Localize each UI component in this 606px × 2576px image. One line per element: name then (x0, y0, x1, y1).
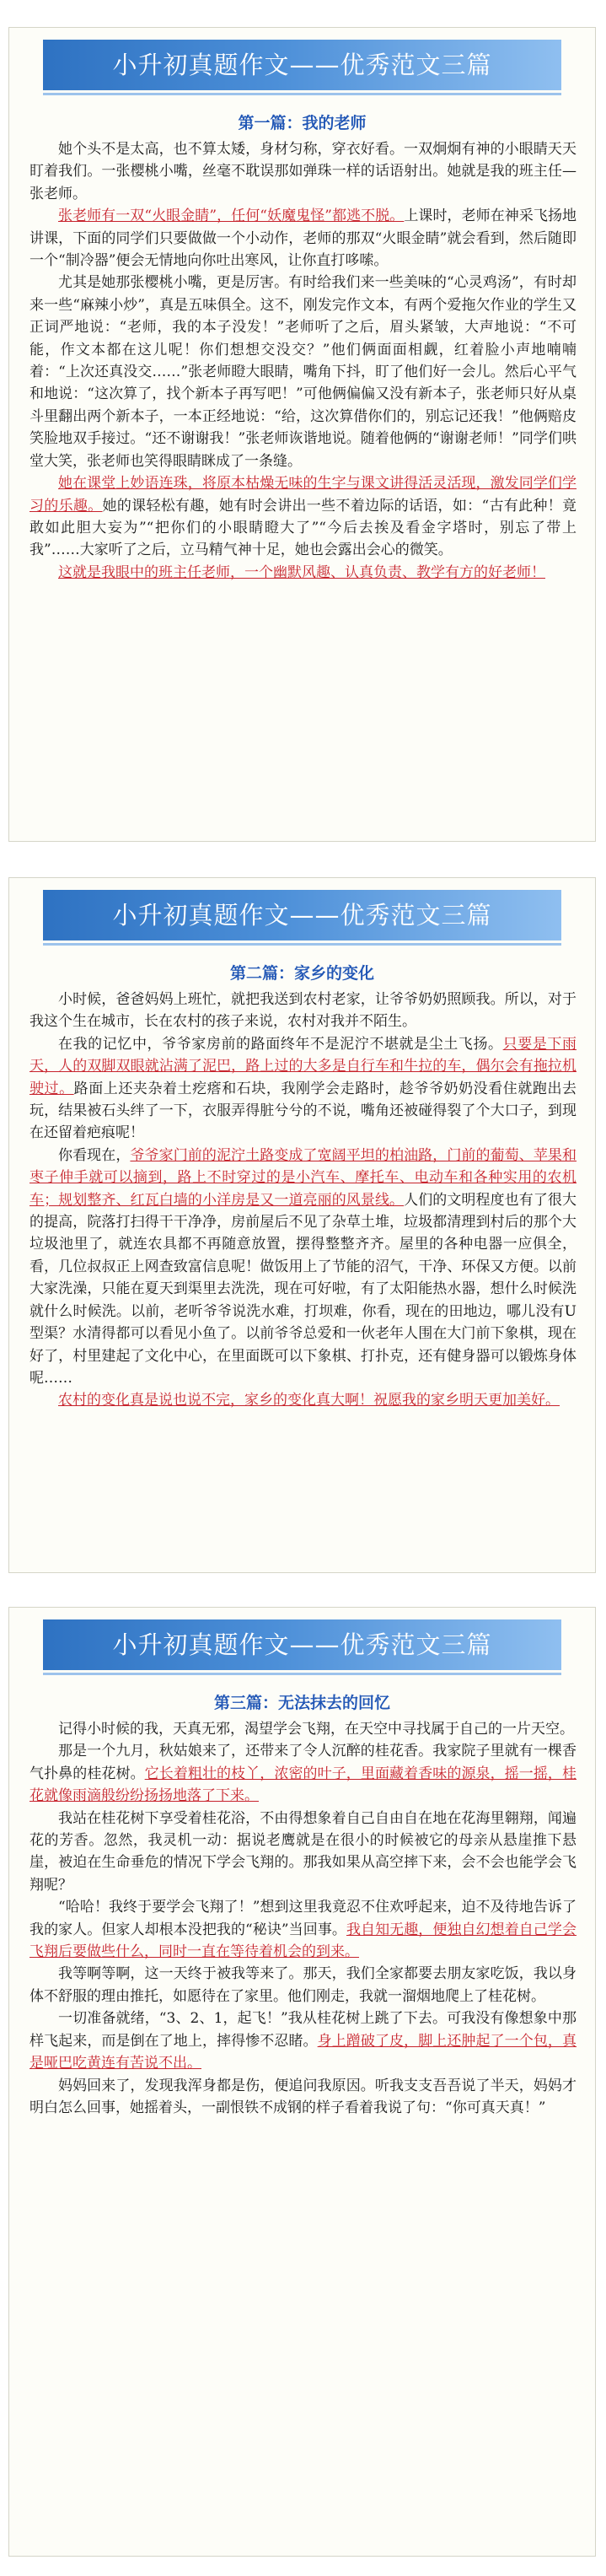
essay-paragraph (29, 1963, 577, 2007)
header-banner-2: 小升初真题作文——优秀范文三篇 (43, 890, 561, 940)
essay-paragraph (29, 138, 577, 205)
highlighted-sentence: 农村的变化真是说也说不完，家乡的变化真大啊！祝愿我的家乡明天更加美好。 (58, 1392, 560, 1409)
paragraph-text: 妈妈回来了，发现我浑身都是伤，便追问我原因。听我支支吾吾说了半天，妈妈才明白怎么回事，她摇着头，一副恨铁不成钢的样子看着我说了句：“你可真天真！” (29, 2077, 577, 2116)
essay-paragraph (29, 2075, 577, 2120)
essay-paragraph (29, 1896, 577, 1963)
paragraph-text: 记得小时候的我，天真无邪，渴望学会飞翔，在天空中寻找属于自己的一片天空。 (58, 1721, 574, 1738)
paragraph-text: 路面上还夹杂着土疙瘩和石块，我刚学会走路时，趁爷爷奶奶没看住就跑出去玩，结果被石头绊了一下，衣服弄得脏兮兮的不说，嘴角还被碰得裂了个大口子，到现在还留着疤痕呢！ (29, 1080, 577, 1142)
essay-card-3 (8, 1607, 596, 2557)
paragraph-text: 那是一个九月，秋姑娘来了，还带来了令人沉醉的桂花香。我家院子里就有一棵香气扑鼻的桂花树。 (29, 1743, 577, 1782)
paragraph-text: “哈哈！我终于要学会飞翔了！”想到这里我竟忍不住欢呼起来，迫不及待地告诉了我的家人。但家人却根本没把我的“秘诀”当回事。 (29, 1899, 577, 1938)
paragraph-text: 她的课轻松有趣，她有时会讲出一些不着边际的话语，如：“古有此种！竟敢如此胆大妄为”“把你们的小眼睛瞪大了”“今后去挨及看金字塔时，别忘了带上我”……大家听了之后，立马精气神十足，她也会露出会心的微笑。 (29, 497, 577, 559)
highlighted-sentence: 只要是下雨天，人的双脚双眼就沾满了泥巴，路上过的大多是自行车和牛拉的车，偶尔会有拖拉机驶过。 (29, 1035, 577, 1097)
paragraph-text: 上课时，老师在神采飞扬地讲课，下面的同学们只要做做一个小动作，老师的那双“火眼金睛”就会看到，然后随即一个“制冷器”便会无情地向你吐出寒风，让你直打哆嗦。 (29, 207, 577, 270)
paragraph-text: 一切准备就绪，“3、2、1，起飞！”我从桂花树上跳了下去。可我没有像想象中那样飞起来，而是倒在了地上，摔得惨不忍睹。 (29, 2010, 577, 2050)
essay-2-body (9, 989, 595, 1412)
essay-paragraph (29, 205, 577, 272)
essay-2-title: 第二篇：家乡的变化 (229, 964, 374, 983)
highlighted-sentence: 我自知无趣，便独自幻想着自己学会飞翔后要做些什么，同时一直在等待着机会的到来。 (29, 1921, 577, 1961)
essay-paragraph (29, 989, 577, 1033)
header-banner-3: 小升初真题作文——优秀范文三篇 (43, 1619, 561, 1670)
highlighted-sentence: 身上蹭破了皮，脚上还肿起了一个包，真是哑巴吃黄连有苦说不出。 (29, 2032, 577, 2072)
paragraph-text: 尤其是她那张樱桃小嘴，更是厉害。有时给我们来一些美味的“心灵鸡汤”，有时却来一些“麻辣小炒”，真是五味俱全。这不，刚发完作文本，有两个爱拖欠作业的学生又正词严地说：“老师，我的本子没发！”老师听了之后，眉头紧皱，大声地说：“不可能，作文本都在这儿呢！你们想想交没交？”他们俩面面相觑，红着脸小声地喃喃着：“上次还真没交……”张老师瞪大眼睛，嘴角下抖，盯了他们好一会儿。然后心平气和地说：“这次算了，找个新本子再写吧！”可他俩偏偏又没有新本子，张老师只好从桌斗里翻出两个新本子，一本正经地说：“给，这次算借你们的，别忘记还我！”他俩赔皮笑脸地双手接过。“还不谢谢我！”张老师诙谐地说。随着他俩的“谢谢老师！”同学们哄堂大笑，张老师也笑得眼睛眯成了一条缝。 (29, 274, 577, 470)
highlighted-sentence: 张老师有一双“火眼金睛”，任何“妖魔鬼怪”都逃不脱。 (58, 207, 405, 225)
essay-1-body (9, 138, 595, 584)
essay-3-body (9, 1718, 595, 2119)
essay-1-title: 第一篇：我的老师 (238, 114, 367, 132)
paragraph-text: 我站在桂花树下享受着桂花浴，不由得想象着自己自由自在地在花海里翱翔，闻遍花的芳香。忽然，我灵机一动：据说老鹰就是在很小的时候被它的母亲从悬崖推下悬崖，被迫在生命垂危的情况下学会飞翔的。那我如果从高空摔下来，会不会也能学会飞翔呢？ (29, 1809, 577, 1894)
essay-paragraph (29, 1808, 577, 1897)
essay-paragraph (29, 1718, 577, 1740)
highlighted-sentence: 爷爷家门前的泥泞土路变成了宽阔平坦的柏油路，门前的葡萄、苹果和枣子伸手就可以摘到，路上不时穿过的是小汽车、摩托车、电动车和各种实用的农机车；规划整齐、红瓦白墙的小洋房是又一道亮丽的风景线。 (29, 1146, 577, 1209)
essay-paragraph (29, 272, 577, 472)
essay-paragraph (29, 1389, 577, 1411)
paragraph-text: 在我的记忆中，爷爷家房前的路面终年不是泥泞不堪就是尘土飞扬。 (58, 1035, 503, 1053)
essay-3-title: 第三篇：无法抹去的回忆 (213, 1694, 390, 1712)
essay-paragraph (29, 1740, 577, 1807)
paragraph-text: 她个头不是太高，也不算太矮，身材匀称，穿衣好看。一双炯炯有神的小眼睛天天盯着我们。一张樱桃小嘴，丝毫不耽误那如弹珠一样的话语射出。她就是我的班主任—张老师。 (29, 141, 577, 202)
essay-paragraph (29, 1145, 577, 1389)
essay-paragraph (29, 472, 577, 562)
paragraph-text: 你看现在， (58, 1146, 131, 1164)
highlighted-sentence: 这就是我眼中的班主任老师，一个幽默风趣、认真负责、教学有方的好老师！ (58, 563, 545, 581)
highlighted-sentence: 它长着粗壮的枝丫，浓密的叶子，里面藏着香味的源泉，摇一摇，桂花就像雨滴般纷纷扬扬地落了下来。 (29, 1765, 577, 1805)
paragraph-text: 人们的文明程度也有了很大的提高，院落打扫得干干净净，房前屋后不见了杂草土堆，垃圾都清理到村后的那个大垃圾池里了，就连农具都不再随意放置，摆得整整齐齐。屋里的各种电器一应俱全，看，几位叔叔正上网查致富信息呢！做饭用上了节能的沼气，干净、环保又方便。以前大家洗澡，只能在夏天到渠里去洗洗，现在可好啦，有了太阳能热水器，想什么时候洗就什么时候洗。以前，老听爷爷说洗水难，打坝难，你看，现在的田地边，哪儿没有U型渠？水清得都可以看见小鱼了。以前爷爷总爱和一伙老年人围在大门前下象棋，现在好了，村里建起了文化中心，在里面既可以下象棋、打扑克，还有健身器可以锻炼身体呢…… (29, 1191, 577, 1387)
essay-paragraph (29, 562, 577, 584)
paragraph-text: 小时候，爸爸妈妈上班忙，就把我送到农村老家，让爷爷奶奶照顾我。所以，对于我这个生在城市，长在农村的孩子来说，农村对我并不陌生。 (29, 991, 577, 1031)
essay-card-2 (8, 877, 596, 1573)
highlighted-sentence: 她在课堂上妙语连珠，将原本枯燥无味的生字与课文讲得活灵活现，激发同学们学习的乐趣。 (29, 475, 577, 515)
paragraph-text: 我等啊等啊，这一天终于被我等来了。那天，我们全家都要去朋友家吃饭，我以身体不舒服的理由推托，如愿待在了家里。他们刚走，我就一溜烟地爬上了桂花树。 (29, 1965, 577, 2005)
essay-card-1 (8, 27, 596, 842)
essay-paragraph (29, 1033, 577, 1145)
header-banner-1: 小升初真题作文——优秀范文三篇 (43, 40, 561, 90)
essay-paragraph (29, 2007, 577, 2074)
